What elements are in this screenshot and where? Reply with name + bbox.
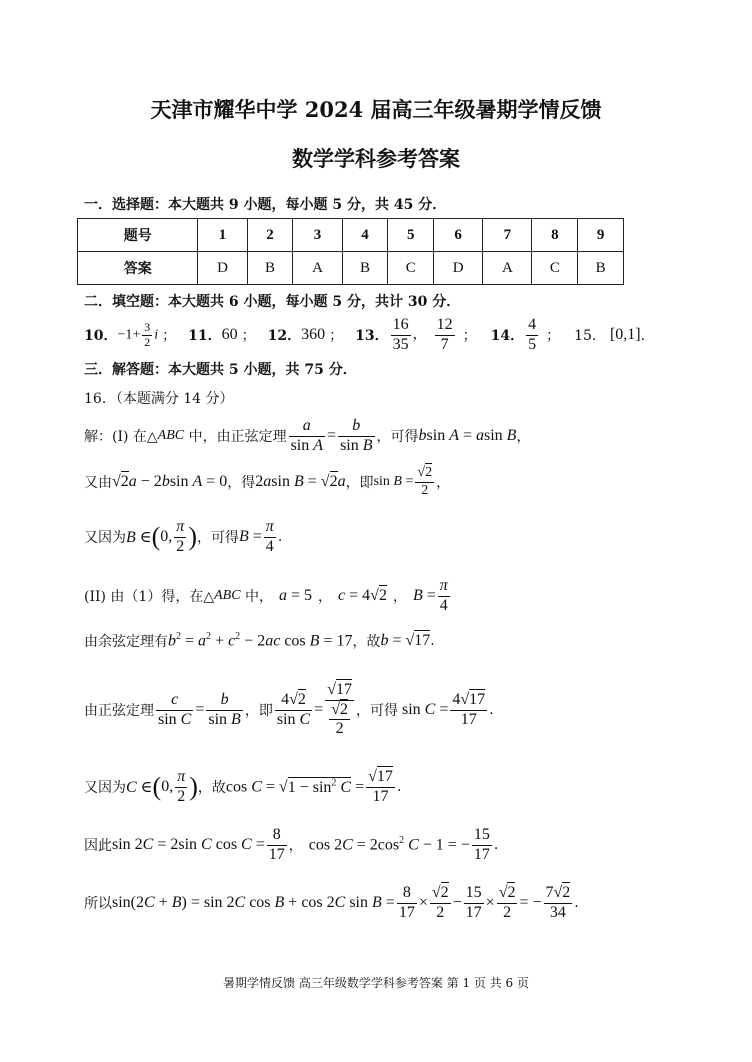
page-subtitle: 数学学科参考答案 (292, 146, 460, 171)
question-number: 4 (342, 219, 388, 252)
section-heading-choice: 一．选择题：本大题共 9 小题，每小题 5 分，共 45 分． (84, 197, 447, 213)
page-title: 天津市耀华中学 2024 届高三年级暑期学情反馈 (150, 97, 602, 122)
page-footer: 暑期学情反馈 高三年级数学学科参考答案 第 1 页 共 6 页 (223, 976, 529, 990)
q15-label: 15． (574, 328, 606, 344)
section-heading-fill: 二．填空题：本大题共 6 小题，每小题 5 分，共计 30 分． (84, 294, 461, 310)
fill-answers-line: 10． −1+ $\frac{3}{2}$ i ； 11． 60 ； 12． 360 ； 13． $\frac{16}{35}$ ， $\frac{12}{7}$ ； 14． $\frac{4}{5}$ ； 15． [0,1] ． (84, 316, 655, 353)
question-number: 9 (578, 219, 624, 252)
solution-line: 由余弦定理有 $b^2 = a^2 + c^2 - 2ac$ cos B = 17 ，故 b = √17 . (84, 631, 435, 650)
answer-cell: D (198, 252, 247, 285)
solution-line: (II) 由（1）得，在△ ABC 中， a = 5 ， c = 4√2 ， B = $\frac{\pi}{4}$ (84, 577, 448, 614)
q12-label: 12． (267, 328, 302, 344)
table-row (78, 219, 624, 252)
q13-answer: $\frac{16}{35}$ ， $\frac{12}{7}$ (392, 316, 453, 353)
q15-answer: [0,1] (609, 326, 641, 343)
question-number: 7 (483, 219, 532, 252)
q10-answer: −1+ $\frac{3}{2}$ i (117, 319, 159, 349)
question-number: 8 (532, 219, 578, 252)
solution-line: 又因为 B ∈ ( 0, $\frac{\pi}{2}$ ) ，可得 B = $\frac{\pi}{4}$ . (84, 518, 283, 555)
solution-line: 因此 sin 2C = 2sin C cos C = $\frac{8}{17}$ ， $\cos 2C = 2\cos^2$ C − 1 = − $\frac{15}{17}$ . (84, 826, 499, 863)
answer-cell: A (293, 252, 342, 285)
question-number: 6 (434, 219, 483, 252)
section-heading-solve: 三．解答题：本大题共 5 小题，共 75 分． (84, 362, 357, 378)
question-number: 5 (388, 219, 434, 252)
answer-cell: D (434, 252, 483, 285)
q10-label: 10． (84, 328, 118, 344)
answer-table (77, 218, 624, 285)
answer-cell: B (342, 252, 388, 285)
answer-cell: B (247, 252, 293, 285)
q12-answer: 360 (301, 326, 326, 343)
solution-line: 所以 sin(2C + B) = sin 2C cos B + cos 2C sin B = $\frac{8}{17}$ × $\frac{√2}{2}$ − $\frac{15}{17}$ × $\frac{√2}{2}$ = − $\frac{7√2}{34}$ . (84, 884, 579, 921)
solution-line: 由正弦定理 $\frac{c}{\text{sin C}}$ = $\frac{b}{\text{sin B}}$ ，即 $\frac{4√2}{\text{sin C}}$ = $\frac{√17}{\frac{√2}{2}}$ ，可得 sin C = $\frac{4√17}{17}$ . (84, 681, 494, 738)
solution-line: 又由 √2a − 2bsin A = 0 ，得 2asin B = √2a ，即 sin B = $\frac{√2}{2}$ ， (84, 465, 451, 498)
row-label-answer: 答案 (78, 252, 198, 285)
row-label-number: 题号 (78, 219, 198, 252)
q11-label: 11． (188, 328, 222, 344)
answer-cell: A (483, 252, 532, 285)
q11-answer: 60 (221, 326, 238, 343)
question-number: 2 (247, 219, 293, 252)
question-number: 3 (293, 219, 342, 252)
solution-line: 又因为 C ∈ ( 0, $\frac{\pi}{2}$ ) ，故 $\cos C = √1 - \sin^2 C$ = $\frac{√17}{17}$ . (84, 768, 402, 805)
table-row (78, 252, 624, 285)
answer-cell: C (532, 252, 578, 285)
q16-title: 16．（本题满分 14 分） (84, 391, 234, 407)
solution-line: 解：(I) 在△ ABC 中，由正弦定理 $\frac{a}{\text{sin A}}$ = $\frac{b}{\text{sin B}}$ ，可得 bsin A = asin B ， (84, 417, 531, 454)
answer-cell: B (578, 252, 624, 285)
q14-answer: $\frac{4}{5}$ (528, 316, 537, 353)
q14-label: 14． (490, 328, 525, 344)
q13-label: 13． (355, 328, 389, 344)
answer-cell: C (388, 252, 434, 285)
question-number: 1 (198, 219, 247, 252)
